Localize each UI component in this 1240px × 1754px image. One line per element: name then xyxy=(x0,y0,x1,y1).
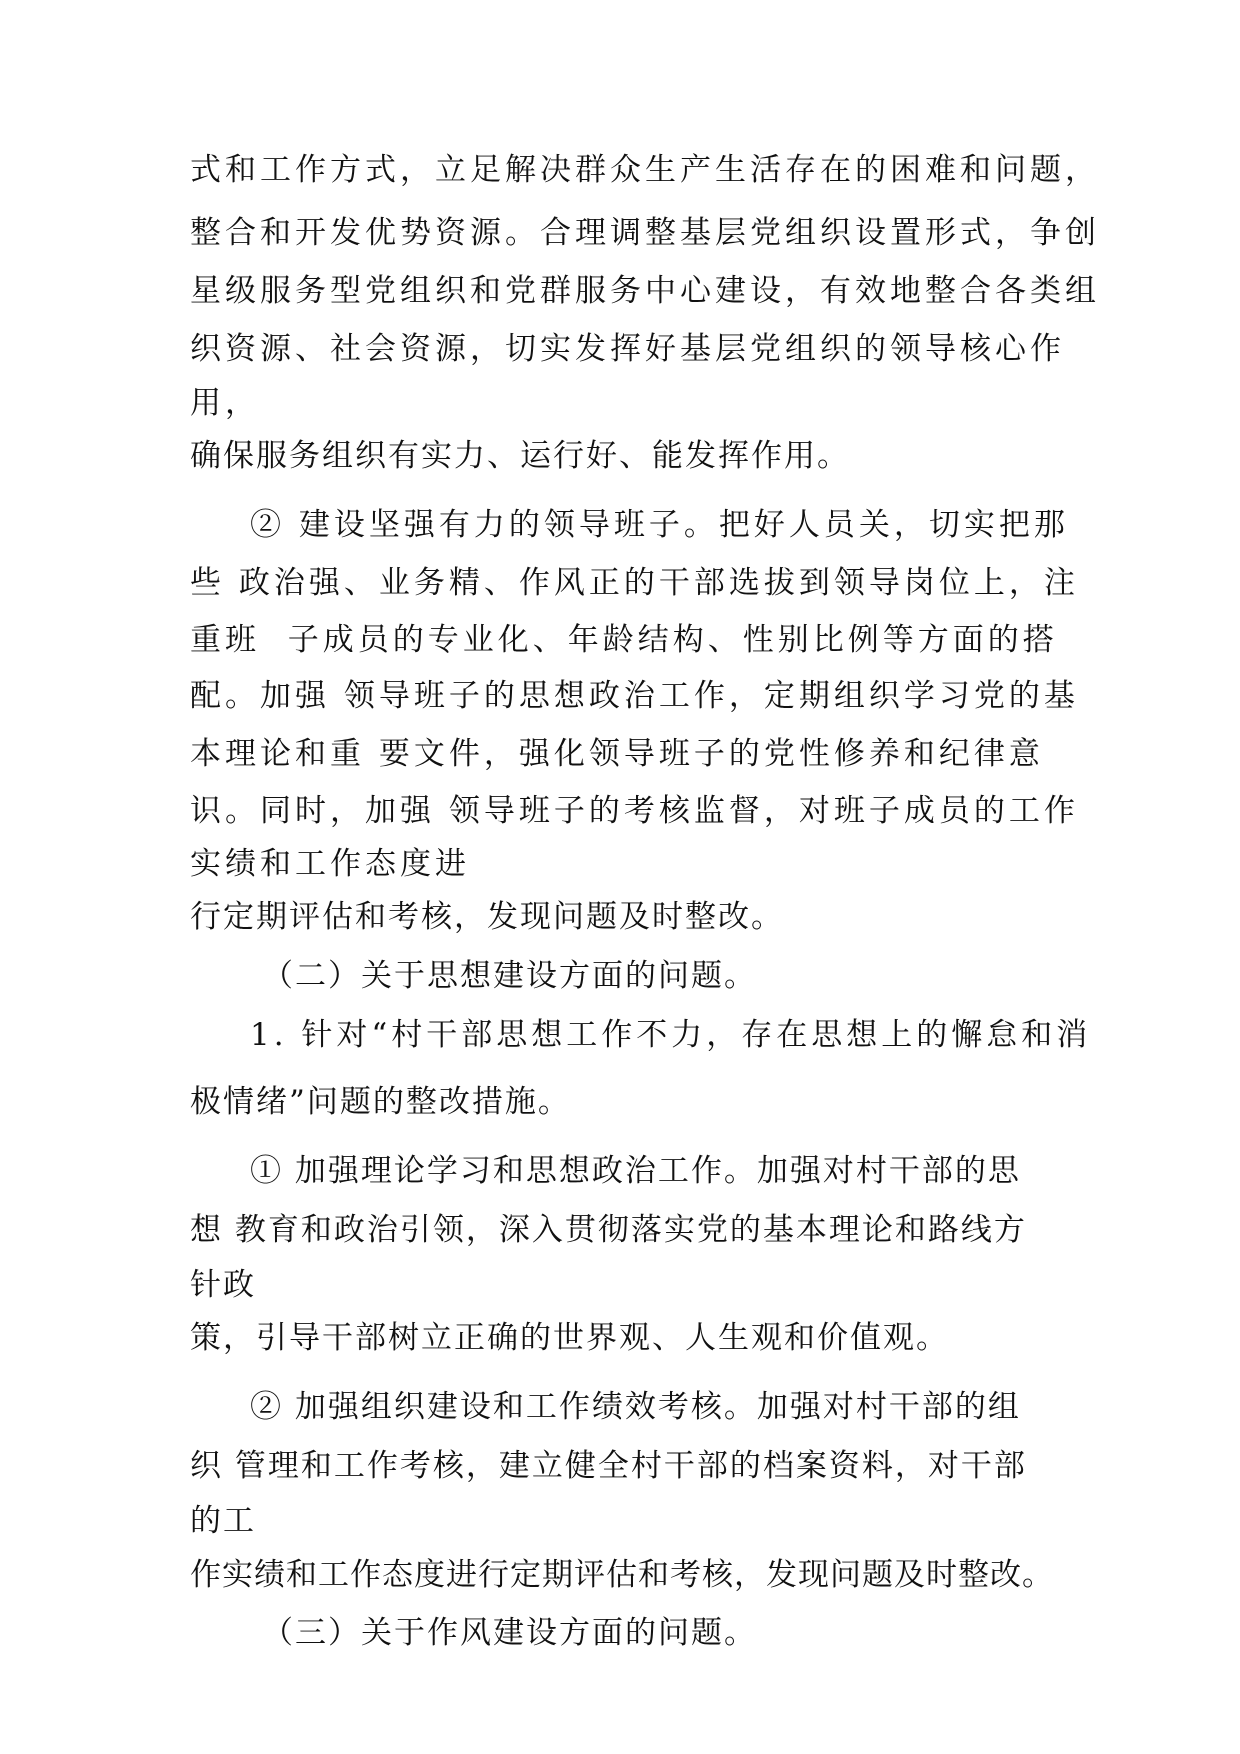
paragraph-line: 行定期评估和考核，发现问题及时整改。 xyxy=(190,899,784,935)
paragraph-line: 1. 针对“村干部思想工作不力，存在思想上的懈怠和消 xyxy=(250,1017,1092,1053)
paragraph-line: 用， xyxy=(190,385,260,421)
paragraph-line: 本理论和重 要文件，强化领导班子的党性修养和纪律意 xyxy=(190,736,1044,772)
paragraph-line: 确保服务组织有实力、运行好、能发挥作用。 xyxy=(190,438,850,474)
paragraph-line: 极情绪”问题的整改措施。 xyxy=(190,1084,571,1120)
paragraph-line: 织资源、社会资源，切实发挥好基层党组织的领导核心作 xyxy=(190,331,1065,367)
paragraph-line: 式和工作方式，立足解决群众生产生活存在的困难和问题， xyxy=(190,152,1100,188)
paragraph-line: 整合和开发优势资源。合理调整基层党组织设置形式，争创 xyxy=(190,215,1100,251)
paragraph-line: 策，引导干部树立正确的世界观、人生观和价值观。 xyxy=(190,1320,949,1356)
paragraph-line: ① 加强理论学习和思想政治工作。加强对村干部的思 xyxy=(250,1153,1021,1189)
section-heading: （三）关于作风建设方面的问题。 xyxy=(262,1615,757,1651)
paragraph-line: 的工 xyxy=(190,1503,256,1539)
paragraph-line: 配。加强 领导班子的思想政治工作，定期组织学习党的基 xyxy=(190,678,1079,714)
paragraph-line: 重班 子成员的专业化、年龄结构、性别比例等方面的搭 xyxy=(190,622,1058,658)
paragraph-line: 些 政治强、业务精、作风正的干部选拔到领导岗位上，注 xyxy=(190,565,1079,601)
paragraph-line: ② 加强组织建设和工作绩效考核。加强对村干部的组 xyxy=(250,1389,1021,1425)
paragraph-line: ② 建设坚强有力的领导班子。把好人员关，切实把那 xyxy=(250,507,1069,543)
paragraph-line: 识。同时，加强 领导班子的考核监督，对班子成员的工作 xyxy=(190,793,1079,829)
paragraph-line: 织 管理和工作考核，建立健全村干部的档案资料，对干部 xyxy=(190,1448,1027,1484)
paragraph-line: 针政 xyxy=(190,1267,256,1303)
section-heading: （二）关于思想建设方面的问题。 xyxy=(262,958,757,994)
paragraph-line: 实绩和工作态度进 xyxy=(190,846,470,882)
paragraph-line: 想 教育和政治引领，深入贯彻落实党的基本理论和路线方 xyxy=(190,1212,1027,1248)
paragraph-line: 星级服务型党组织和党群服务中心建设，有效地整合各类组 xyxy=(190,273,1100,309)
paragraph-line: 作实绩和工作态度进行定期评估和考核，发现问题及时整改。 xyxy=(190,1557,1054,1593)
